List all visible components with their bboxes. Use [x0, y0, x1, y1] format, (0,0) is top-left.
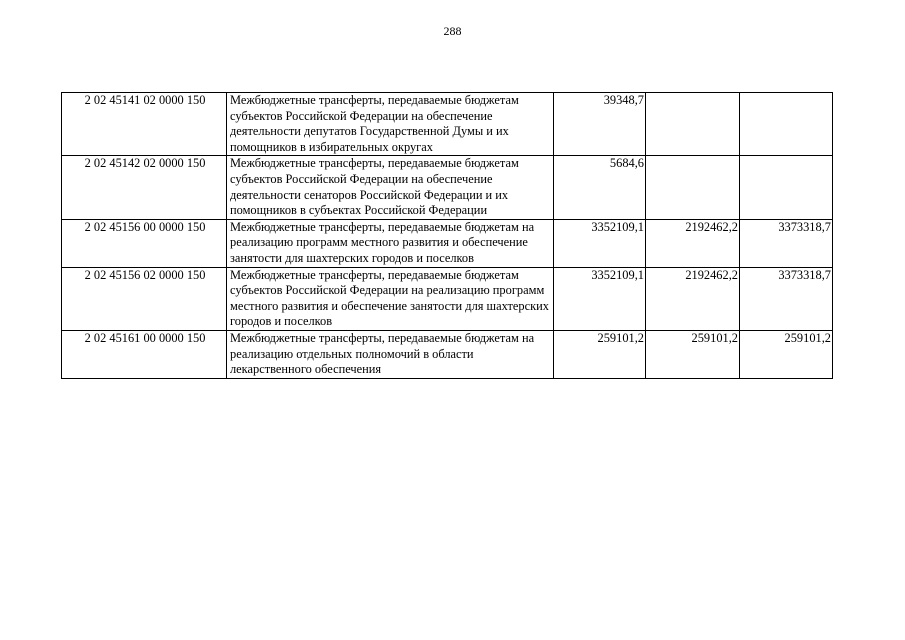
amount-year2-cell: 259101,2 — [646, 330, 740, 378]
budget-code-cell: 2 02 45161 00 0000 150 — [62, 330, 227, 378]
table-row — [62, 93, 833, 156]
amount-year3-cell: 3373318,7 — [740, 219, 833, 267]
description-cell: Межбюджетные трансферты, передаваемые бюджетам субъектов Российской Федерации на реализацию программ местного развития и обеспечение занятости для шахтерских городов и поселков — [227, 267, 554, 330]
budget-code-cell: 2 02 45141 02 0000 150 — [62, 93, 227, 156]
amount-year2-cell — [646, 156, 740, 219]
table-row — [62, 219, 833, 267]
description-cell: Межбюджетные трансферты, передаваемые бюджетам субъектов Российской Федерации на обеспечение деятельности сенаторов Российской Федерации и их помощников в субъектах Российской Федерации — [227, 156, 554, 219]
amount-year2-cell: 2192462,2 — [646, 219, 740, 267]
table-row — [62, 156, 833, 219]
budget-code-cell: 2 02 45156 02 0000 150 — [62, 267, 227, 330]
amount-year3-cell: 259101,2 — [740, 330, 833, 378]
description-cell: Межбюджетные трансферты, передаваемые бюджетам субъектов Российской Федерации на обеспечение деятельности депутатов Государственной Думы и их помощников в избирательных округах — [227, 93, 554, 156]
amount-year3-cell — [740, 156, 833, 219]
amount-year2-cell — [646, 93, 740, 156]
amount-year1-cell: 259101,2 — [554, 330, 646, 378]
description-cell: Межбюджетные трансферты, передаваемые бюджетам на реализацию отдельных полномочий в области лекарственного обеспечения — [227, 330, 554, 378]
budget-table — [61, 92, 833, 379]
amount-year3-cell — [740, 93, 833, 156]
amount-year1-cell: 3352109,1 — [554, 219, 646, 267]
amount-year1-cell: 5684,6 — [554, 156, 646, 219]
amount-year1-cell: 39348,7 — [554, 93, 646, 156]
table-row — [62, 330, 833, 378]
amount-year3-cell: 3373318,7 — [740, 267, 833, 330]
budget-code-cell: 2 02 45142 02 0000 150 — [62, 156, 227, 219]
amount-year1-cell: 3352109,1 — [554, 267, 646, 330]
page-number: 288 — [443, 24, 462, 38]
amount-year2-cell: 2192462,2 — [646, 267, 740, 330]
description-cell: Межбюджетные трансферты, передаваемые бюджетам на реализацию программ местного развития и обеспечение занятости для шахтерских городов и поселков — [227, 219, 554, 267]
budget-code-cell: 2 02 45156 00 0000 150 — [62, 219, 227, 267]
table-row — [62, 267, 833, 330]
